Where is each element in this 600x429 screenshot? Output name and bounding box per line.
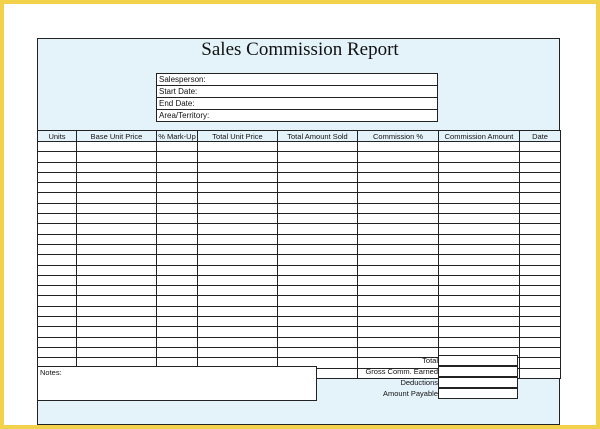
table-cell[interactable] <box>520 193 561 203</box>
table-row <box>38 152 561 162</box>
table-cell[interactable] <box>439 306 520 316</box>
table-cell[interactable] <box>38 234 77 244</box>
table-cell[interactable] <box>278 214 358 224</box>
table-cell[interactable] <box>77 142 157 152</box>
notes-label: Notes: <box>40 368 62 377</box>
table-cell[interactable] <box>38 327 77 337</box>
col-total-unit-price: Total Unit Price <box>198 131 278 142</box>
summary-cell-gross[interactable] <box>438 366 518 377</box>
summary-cell-payable[interactable] <box>438 388 518 399</box>
summary-row-total <box>320 355 560 366</box>
col-date: Date <box>520 131 561 142</box>
table-cell[interactable] <box>278 296 358 306</box>
table-cell[interactable] <box>198 234 278 244</box>
table-cell[interactable] <box>358 286 439 296</box>
table-cell[interactable] <box>77 327 157 337</box>
summary-cell-deductions[interactable] <box>438 377 518 388</box>
table-cell[interactable] <box>520 224 561 234</box>
table-cell[interactable] <box>358 183 439 193</box>
col-total-amount-sold: Total Amount Sold <box>278 131 358 142</box>
table-cell[interactable] <box>198 306 278 316</box>
table-cell[interactable] <box>38 203 77 213</box>
table-cell[interactable] <box>439 234 520 244</box>
table-cell[interactable] <box>198 327 278 337</box>
summary-label-deductions: Deductions <box>400 378 438 387</box>
table-cell[interactable] <box>358 224 439 234</box>
table-cell[interactable] <box>198 203 278 213</box>
table-cell[interactable] <box>198 337 278 347</box>
table-cell[interactable] <box>278 337 358 347</box>
table-cell[interactable] <box>77 255 157 265</box>
table-cell[interactable] <box>358 152 439 162</box>
summary-row-payable <box>320 388 560 399</box>
table-cell[interactable] <box>439 203 520 213</box>
table-cell[interactable] <box>520 162 561 172</box>
table-cell[interactable] <box>439 183 520 193</box>
table-cell[interactable] <box>38 337 77 347</box>
table-row <box>38 255 561 265</box>
table-cell[interactable] <box>278 265 358 275</box>
table-cell[interactable] <box>439 152 520 162</box>
table-cell[interactable] <box>38 265 77 275</box>
table-cell[interactable] <box>157 275 198 285</box>
table-cell[interactable] <box>77 286 157 296</box>
table-cell[interactable] <box>38 193 77 203</box>
table-row <box>38 327 561 337</box>
table-cell[interactable] <box>278 183 358 193</box>
table-cell[interactable] <box>77 234 157 244</box>
table-cell[interactable] <box>77 183 157 193</box>
table-cell[interactable] <box>38 296 77 306</box>
table-row <box>38 275 561 285</box>
table-cell[interactable] <box>520 275 561 285</box>
table-cell[interactable] <box>520 265 561 275</box>
table-cell[interactable] <box>278 224 358 234</box>
table-cell[interactable] <box>38 162 77 172</box>
table-cell[interactable] <box>77 244 157 254</box>
table-row <box>38 172 561 182</box>
table-row <box>38 296 561 306</box>
table-cell[interactable] <box>77 296 157 306</box>
table-cell[interactable] <box>278 306 358 316</box>
summary-row-deductions <box>320 377 560 388</box>
table-cell[interactable] <box>278 234 358 244</box>
table-row <box>38 224 561 234</box>
table-cell[interactable] <box>358 306 439 316</box>
table-cell[interactable] <box>520 214 561 224</box>
table-cell[interactable] <box>520 172 561 182</box>
table-cell[interactable] <box>157 203 198 213</box>
summary-label-payable: Amount Payable <box>382 389 438 398</box>
table-row <box>38 193 561 203</box>
table-cell[interactable] <box>358 317 439 327</box>
table-cell[interactable] <box>439 265 520 275</box>
table-cell[interactable] <box>358 162 439 172</box>
table-cell[interactable] <box>198 193 278 203</box>
table-cell[interactable] <box>198 244 278 254</box>
table-cell[interactable] <box>157 306 198 316</box>
salesperson-field[interactable]: Salesperson: <box>157 74 437 86</box>
table-row <box>38 286 561 296</box>
table-cell[interactable] <box>77 224 157 234</box>
table-cell[interactable] <box>439 244 520 254</box>
table-cell[interactable] <box>520 286 561 296</box>
table-cell[interactable] <box>198 214 278 224</box>
summary-cell-total[interactable] <box>438 355 518 366</box>
table-row <box>38 244 561 254</box>
table-row <box>38 183 561 193</box>
table-cell[interactable] <box>38 152 77 162</box>
table-cell[interactable] <box>77 162 157 172</box>
table-cell[interactable] <box>278 193 358 203</box>
summary-row-gross <box>320 366 560 377</box>
table-cell[interactable] <box>38 172 77 182</box>
table-cell[interactable] <box>278 172 358 182</box>
table-cell[interactable] <box>439 337 520 347</box>
table-cell[interactable] <box>520 296 561 306</box>
table-cell[interactable] <box>38 347 77 357</box>
table-cell[interactable] <box>439 255 520 265</box>
table-row <box>38 214 561 224</box>
table-cell[interactable] <box>38 255 77 265</box>
table-cell[interactable] <box>358 265 439 275</box>
table-row <box>38 162 561 172</box>
table-cell[interactable] <box>77 306 157 316</box>
table-cell[interactable] <box>358 244 439 254</box>
table-cell[interactable] <box>439 142 520 152</box>
table-cell[interactable] <box>38 183 77 193</box>
table-cell[interactable] <box>198 265 278 275</box>
end-date-field[interactable]: End Date: <box>157 98 437 110</box>
table-row <box>38 142 561 152</box>
col-mark-up: % Mark-Up <box>158 131 196 141</box>
table-cell[interactable] <box>198 296 278 306</box>
summary-label-total: Total <box>422 356 438 365</box>
table-cell[interactable] <box>358 193 439 203</box>
table-cell[interactable] <box>358 142 439 152</box>
table-cell[interactable] <box>358 214 439 224</box>
table-cell[interactable] <box>278 275 358 285</box>
table-cell[interactable] <box>439 327 520 337</box>
table-cell[interactable] <box>77 152 157 162</box>
table-cell[interactable] <box>278 317 358 327</box>
table-cell[interactable] <box>198 275 278 285</box>
table-cell[interactable] <box>157 265 198 275</box>
territory-field[interactable]: Area/Territory: <box>159 111 210 120</box>
table-cell[interactable] <box>198 224 278 234</box>
table-cell[interactable] <box>278 152 358 162</box>
table-cell[interactable] <box>439 172 520 182</box>
table-cell[interactable] <box>77 317 157 327</box>
table-cell[interactable] <box>358 172 439 182</box>
table-cell[interactable] <box>157 172 198 182</box>
table-cell[interactable] <box>520 255 561 265</box>
table-row <box>38 265 561 275</box>
table-cell[interactable] <box>520 183 561 193</box>
table-cell[interactable] <box>157 214 198 224</box>
table-cell[interactable] <box>439 296 520 306</box>
table-cell[interactable] <box>278 286 358 296</box>
table-cell[interactable] <box>157 162 198 172</box>
table-cell[interactable] <box>157 347 198 357</box>
table-cell[interactable] <box>157 193 198 203</box>
table-row <box>38 203 561 213</box>
table-cell[interactable] <box>77 275 157 285</box>
table-cell[interactable] <box>157 296 198 306</box>
table-cell[interactable] <box>157 224 198 234</box>
col-commission-amount: Commission Amount <box>439 131 520 142</box>
table-cell[interactable] <box>157 255 198 265</box>
table-cell[interactable] <box>38 306 77 316</box>
table-cell[interactable] <box>38 317 77 327</box>
table-cell[interactable] <box>278 142 358 152</box>
table-cell[interactable] <box>38 214 77 224</box>
table-cell[interactable] <box>77 193 157 203</box>
table-cell[interactable] <box>157 337 198 347</box>
table-cell[interactable] <box>77 203 157 213</box>
table-cell[interactable] <box>157 152 198 162</box>
table-row <box>38 234 561 244</box>
table-cell[interactable] <box>38 275 77 285</box>
table-cell[interactable] <box>278 255 358 265</box>
summary-label-gross: Gross Comm. Earned <box>365 367 438 376</box>
table-cell[interactable] <box>157 142 198 152</box>
commission-table <box>37 130 561 379</box>
table-cell[interactable] <box>358 234 439 244</box>
table-row <box>38 317 561 327</box>
table-cell[interactable] <box>198 172 278 182</box>
table-cell[interactable] <box>358 203 439 213</box>
table-cell[interactable] <box>157 327 198 337</box>
table-cell[interactable] <box>157 244 198 254</box>
table-cell[interactable] <box>278 327 358 337</box>
table-cell[interactable] <box>198 286 278 296</box>
table-header-row <box>38 131 561 142</box>
table-cell[interactable] <box>198 142 278 152</box>
table-cell[interactable] <box>439 275 520 285</box>
info-block <box>156 73 438 122</box>
table-cell[interactable] <box>278 162 358 172</box>
table-cell[interactable] <box>198 255 278 265</box>
table-cell[interactable] <box>520 234 561 244</box>
table-cell[interactable] <box>77 265 157 275</box>
table-cell[interactable] <box>520 306 561 316</box>
table-cell[interactable] <box>520 317 561 327</box>
table-cell[interactable] <box>198 317 278 327</box>
table-cell[interactable] <box>439 286 520 296</box>
table-cell[interactable] <box>157 286 198 296</box>
table-cell[interactable] <box>77 172 157 182</box>
table-cell[interactable] <box>358 337 439 347</box>
table-cell[interactable] <box>77 347 157 357</box>
table-cell[interactable] <box>157 317 198 327</box>
table-cell[interactable] <box>439 317 520 327</box>
start-date-field[interactable]: Start Date: <box>157 86 437 98</box>
table-cell[interactable] <box>77 337 157 347</box>
table-cell[interactable] <box>198 183 278 193</box>
table-cell[interactable] <box>38 142 77 152</box>
table-cell[interactable] <box>520 327 561 337</box>
table-cell[interactable] <box>358 255 439 265</box>
table-cell[interactable] <box>358 296 439 306</box>
table-cell[interactable] <box>520 337 561 347</box>
table-cell[interactable] <box>38 244 77 254</box>
report-title: Sales Commission Report <box>201 39 399 60</box>
table-cell[interactable] <box>278 203 358 213</box>
table-cell[interactable] <box>520 142 561 152</box>
table-cell[interactable] <box>439 224 520 234</box>
col-units: Units <box>38 131 77 142</box>
col-base-unit-price: Base Unit Price <box>77 131 157 142</box>
table-cell[interactable] <box>157 183 198 193</box>
table-cell[interactable] <box>439 193 520 203</box>
table-cell[interactable] <box>520 152 561 162</box>
table-row <box>38 306 561 316</box>
table-cell[interactable] <box>278 244 358 254</box>
table-cell[interactable] <box>77 214 157 224</box>
table-row <box>38 337 561 347</box>
table-cell[interactable] <box>520 244 561 254</box>
notes-box[interactable] <box>37 366 317 401</box>
table-cell[interactable] <box>38 224 77 234</box>
table-cell[interactable] <box>157 234 198 244</box>
table-cell[interactable] <box>439 162 520 172</box>
col-commission-pct: Commission % <box>358 131 439 142</box>
table-cell[interactable] <box>198 162 278 172</box>
table-cell[interactable] <box>358 275 439 285</box>
table-cell[interactable] <box>198 152 278 162</box>
table-cell[interactable] <box>520 203 561 213</box>
table-cell[interactable] <box>439 214 520 224</box>
table-cell[interactable] <box>198 347 278 357</box>
table-cell[interactable] <box>358 327 439 337</box>
table-cell[interactable] <box>38 286 77 296</box>
